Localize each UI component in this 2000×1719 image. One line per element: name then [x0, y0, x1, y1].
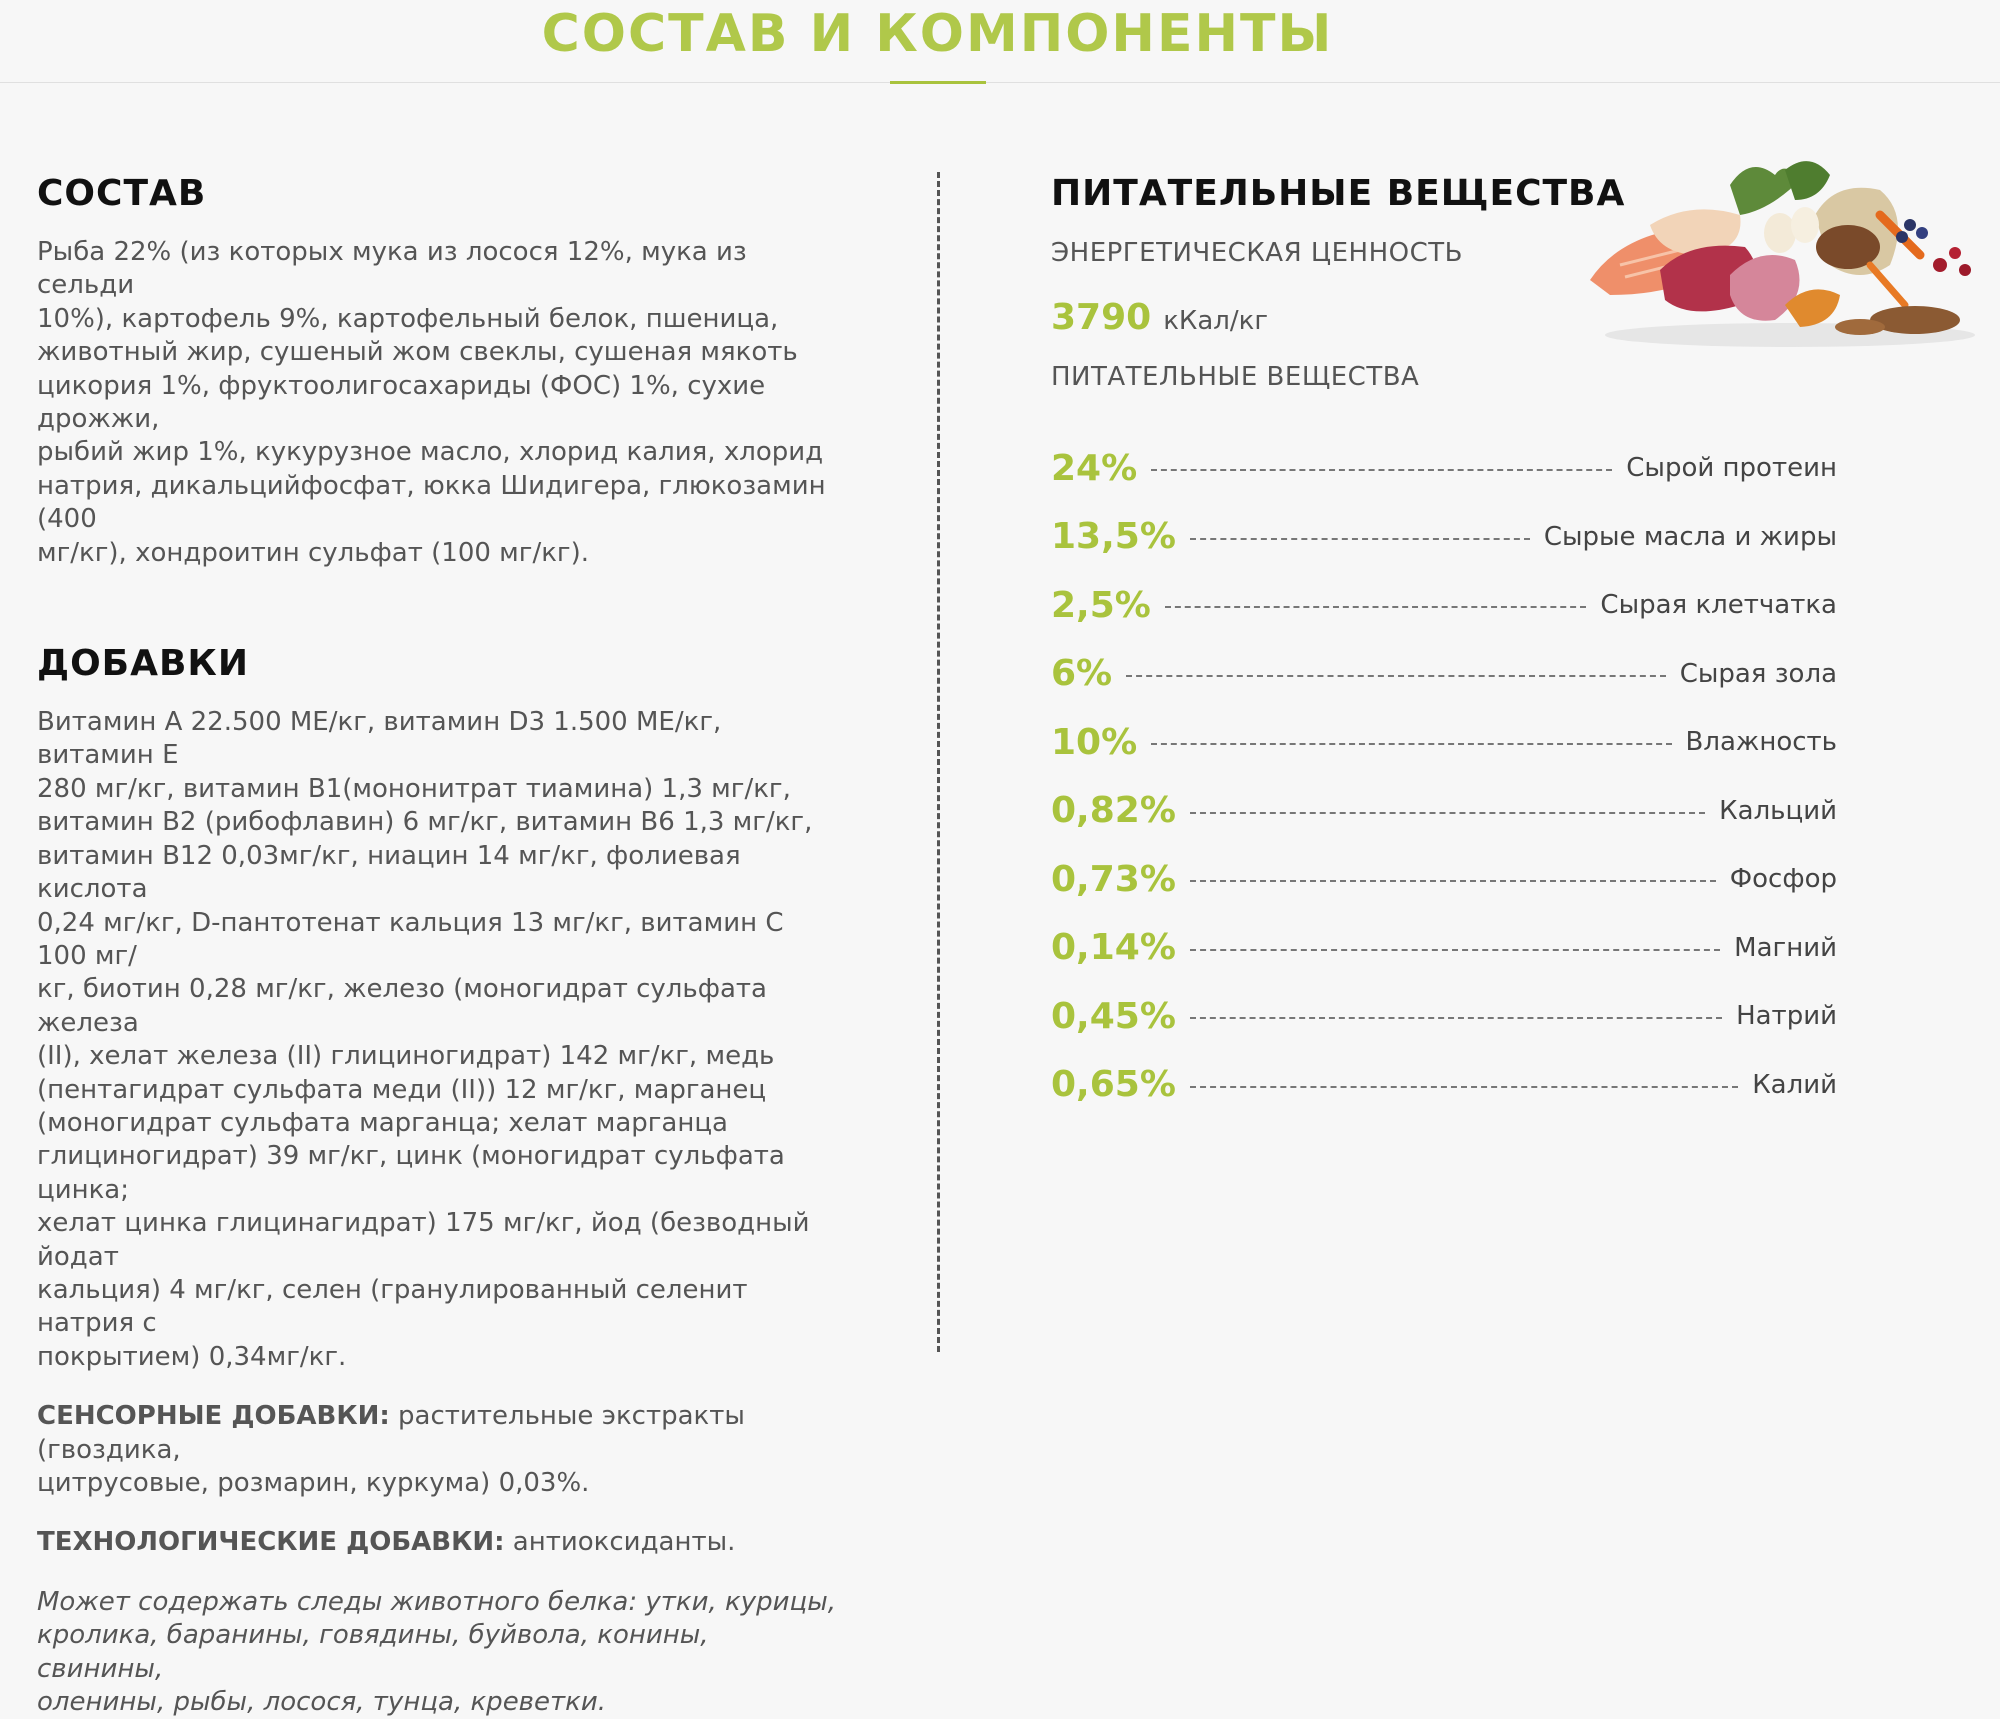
nutrient-name: Натрий: [1736, 1001, 1837, 1032]
text-line: кролика, баранины, говядины, буйвола, конины, свинины,: [37, 1620, 709, 1684]
left-column: [37, 170, 837, 1719]
dotted-leader: [1151, 743, 1671, 745]
dotted-leader: [1151, 469, 1612, 471]
text-line: натрия, дикальцийфосфат, юкка Шидигера, глюкозамин (400: [37, 470, 826, 535]
text-line: 280 мг/кг, витамин В1(мононитрат тиамина) 1,3 мг/кг,: [37, 773, 791, 804]
text-line: (моногидрат сульфата марганца; хелат марганца: [37, 1107, 728, 1138]
nutrient-name: Влажность: [1685, 727, 1837, 758]
page-title: СОСТАВ И КОМПОНЕНТЫ: [541, 4, 1334, 64]
dotted-leader: [1190, 880, 1716, 882]
nutrients-title: ПИТАТЕЛЬНЫЕ ВЕЩЕСТВА: [1051, 173, 1626, 214]
dotted-leader: [1190, 538, 1530, 540]
nutrient-row: [1051, 434, 1837, 503]
sensory-additives: [37, 1400, 837, 1500]
nutrient-row: [1051, 914, 1837, 983]
dotted-leader: [1165, 606, 1587, 608]
energy-value: 3790: [1051, 297, 1152, 338]
nutrient-row: [1051, 571, 1837, 640]
composition-text: [37, 236, 837, 570]
sensory-text-cont: цитрусовые, розмарин, куркума) 0,03%.: [37, 1468, 590, 1498]
nutrient-name: Сырые масла и жиры: [1543, 521, 1837, 552]
sensory-label: СЕНСОРНЫЕ ДОБАВКИ:: [37, 1401, 390, 1432]
column-divider: [937, 172, 940, 1352]
text-line: мг/кг), хондроитин сульфат (100 мг/кг).: [37, 537, 589, 568]
tech-label: ТЕХНОЛОГИЧЕСКИЕ ДОБАВКИ:: [37, 1527, 505, 1558]
nutrient-value: 0,45%: [1051, 995, 1176, 1037]
text-line: 10%), картофель 9%, картофельный белок, пшеница,: [37, 303, 779, 334]
dotted-leader: [1190, 1086, 1738, 1088]
dotted-leader: [1190, 949, 1720, 951]
nutrient-row: [1051, 503, 1837, 572]
nutrient-value: 24%: [1051, 447, 1138, 489]
text-line: хелат цинка глицинагидрат) 175 мг/кг, йод (безводный йодат: [37, 1208, 810, 1272]
composition-title: СОСТАВ: [37, 173, 207, 214]
text-line: кг, биотин 0,28 мг/кг, железо (моногидрат сульфата железа: [37, 974, 767, 1038]
ingredients-image: [1580, 155, 1980, 355]
text-line: глициногидрат) 39 мг/кг, цинк (моногидрат сульфата цинка;: [37, 1141, 785, 1205]
text-line: Витамин А 22.500 МЕ/кг, витамин D3 1.500 МЕ/кг, витамин Е: [37, 707, 722, 771]
nutrient-name: Кальций: [1719, 795, 1837, 826]
text-line: Рыба 22% (из которых мука из лосося 12%, мука из сельди: [37, 237, 747, 301]
additives-text: [37, 706, 837, 1374]
text-line: цикория 1%, фруктоолигосахариды (ФОС) 1%, сухие дрожжи,: [37, 370, 766, 435]
nutrient-value: 0,82%: [1051, 790, 1176, 832]
nutrient-row: [1051, 640, 1837, 709]
nutrient-name: Сырой протеин: [1626, 453, 1837, 484]
nutrient-row: [1051, 1051, 1837, 1120]
energy-label: ЭНЕРГЕТИЧЕСКАЯ ЦЕННОСТЬ: [1051, 238, 1463, 268]
energy-unit: кКал/кг: [1163, 306, 1269, 336]
tech-additives: [37, 1526, 837, 1559]
text-line: (II), хелат железа (II) глициногидрат) 142 мг/кг, медь: [37, 1041, 775, 1072]
text-line: кальция) 4 мг/кг, селен (гранулированный селенит натрия с: [37, 1274, 748, 1339]
text-line: рыбий жир 1%, кукурузное масло, хлорид калия, хлорид: [37, 437, 824, 468]
text-line: витамин В12 0,03мг/кг, ниацин 14 мг/кг, фолиевая кислота: [37, 840, 741, 905]
nutrient-name: Калий: [1752, 1069, 1837, 1100]
nutrient-row: [1051, 982, 1837, 1051]
nutrient-name: Сырая клетчатка: [1600, 590, 1837, 621]
dotted-leader: [1190, 812, 1705, 814]
tech-text: антиоксиданты.: [504, 1527, 736, 1558]
nutrient-value: 0,14%: [1051, 927, 1176, 969]
nutrient-value: 13,5%: [1051, 516, 1176, 558]
text-line: 0,24 мг/кг, D-пантотенат кальция 13 мг/кг, витамин С 100 мг/: [37, 907, 784, 971]
nutrients-list: [1051, 434, 1837, 1119]
nutrient-row: [1051, 708, 1837, 777]
nutrient-row: [1051, 845, 1837, 914]
text-line: Может содержать следы животного белка: утки, курицы,: [37, 1586, 837, 1617]
sensory-text: растительные экстракты (гвоздика,: [37, 1401, 745, 1465]
nutrient-value: 2,5%: [1051, 584, 1151, 626]
dotted-leader: [1190, 1017, 1722, 1019]
header-accent-line: [890, 81, 986, 84]
additives-title: ДОБАВКИ: [37, 643, 249, 685]
nutrient-value: 10%: [1051, 721, 1138, 763]
dotted-leader: [1126, 675, 1666, 677]
nutrient-value: 6%: [1051, 653, 1113, 695]
text-line: (пентагидрат сульфата меди (II)) 12 мг/кг, марганец: [37, 1074, 767, 1105]
text-line: животный жир, сушеный жом свеклы, сушеная мякоть: [37, 337, 798, 368]
nutrient-value: 0,65%: [1051, 1064, 1176, 1106]
nutrient-value: 0,73%: [1051, 858, 1176, 900]
nutrient-name: Магний: [1734, 932, 1837, 963]
nutrient-row: [1051, 777, 1837, 846]
allergen-note: [37, 1586, 837, 1719]
header-divider: [0, 82, 2000, 83]
text-line: покрытием) 0,34мг/кг.: [37, 1341, 347, 1372]
nutrients-list-label: ПИТАТЕЛЬНЫЕ ВЕЩЕСТВА: [1051, 362, 1420, 392]
nutrient-name: Сырая зола: [1679, 658, 1837, 689]
nutrient-name: Фосфор: [1729, 864, 1837, 895]
text-line: витамин В2 (рибофлавин) 6 мг/кг, витамин В6 1,3 мг/кг,: [37, 807, 813, 838]
text-line: оленины, рыбы, лосося, тунца, креветки.: [37, 1687, 607, 1718]
